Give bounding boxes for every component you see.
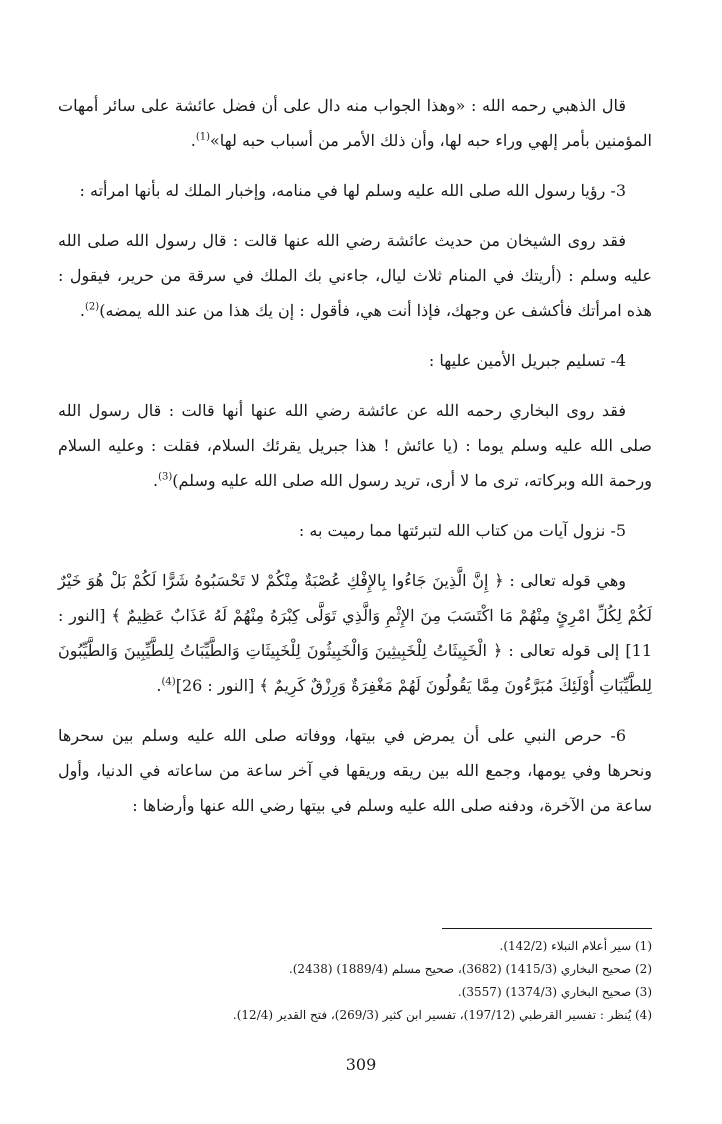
- footnote-ref-3[interactable]: (3): [158, 471, 173, 483]
- paragraph-text: وهي قوله تعالى : ﴿ إِنَّ الَّذِينَ جَاءُوا بِالإِفْكِ عُصْبَةٌ مِنْكُمْ لا تَحْسَبُوهُ شَرًّا لَكُمْ بَلْ هُوَ خَيْرٌ لَكُمْ لِكُلِّ امْرِئٍ مِنْهُمْ مَا اكْتَسَبَ مِنَ الإِثْمِ وَالَّذِي تَوَلَّى كِبْرَهُ مِنْهُمْ لَهُ عَذَابٌ عَظِيمٌ ﴾ [النور : 11] إلى قوله تعالى : ﴿ الْخَبِيثَاتُ لِلْخَبِيثِينَ وَالْخَبِيثُونَ لِلْخَبِيثَاتِ وَالطَّيِّبَاتُ لِلطَّيِّبِينَ وَالطَّيِّبُونَ لِلطَّيِّبَاتِ أُوْلَئِكَ مُبَرَّءُونَ مِمَّا يَقُولُونَ لَهُمْ مَغْفِرَةٌ وَرِزْقٌ كَرِيمٌ ﴾ [النور : 26]: [58, 571, 653, 695]
- paragraph-text: 3- رؤيا رسول الله صلى الله عليه وسلم لها في منامه، وإخبار الملك له بأنها امرأته :: [79, 181, 626, 200]
- paragraph-quran-verses: [58, 563, 652, 703]
- heading-point-5: [58, 513, 652, 548]
- paragraph-text: فقد روى البخاري رحمه الله عن عائشة رضي الله عنها أنها قالت : قال رسول الله صلى الله عليه وسلم يوما : (يا عائش ! هذا جبريل يقرئك السلام، فقلت : وعليه السلام ورحمة الله وبركاته، ترى ما لا أرى، تريد رسول الله صلى الله عليه وسلم): [58, 401, 652, 490]
- heading-point-6: [58, 718, 652, 823]
- footnote-ref-2[interactable]: (2): [85, 301, 100, 313]
- heading-point-3: [58, 173, 652, 208]
- paragraph-tail: .: [190, 131, 196, 150]
- footnote-ref-1[interactable]: (1): [195, 131, 210, 143]
- footnote-1: (1) سير أعلام النبلاء (142/2).: [499, 939, 652, 953]
- footnote-2: (2) صحيح البخاري (1415/3) (3682)، صحيح مسلم (1889/4) (2438).: [288, 962, 652, 976]
- paragraph-jibril-hadith: [58, 393, 652, 498]
- paragraph-text: فقد روى الشيخان من حديث عائشة رضي الله عنها قالت : قال رسول الله صلى الله عليه وسلم : (أريتك في المنام ثلاث ليال، جاءني بك الملك في سرقة من حرير، فيقول : هذه امرأتك فأكشف عن وجهك، فإذا أنت هي، فأقول : إن يك هذا من عند الله يمضه): [58, 231, 652, 320]
- paragraph-text: قال الذهبي رحمه الله : «وهذا الجواب منه دال على أن فضل عائشة على سائر أمهات المؤمنين بأمر إلهي وراء حبه لها، وأن ذلك الأمر من أسباب حبه لها»: [58, 96, 652, 150]
- footnote-4: (4) يُنظر : تفسير القرطبي (197/12)، تفسير ابن كثير (269/3)، فتح القدير (12/4).: [232, 1008, 652, 1022]
- footnote-3: (3) صحيح البخاري (1374/3) (3557).: [457, 985, 652, 999]
- paragraph-tail: .: [79, 301, 86, 320]
- paragraph-text: 6- حرص النبي على أن يمرض في بيتها، ووفاته صلى الله عليه وسلم بين سحرها ونحرها وفي يومها، وجمع الله بين ريقه وريقها في آخر ساعة من ساعاته في الدنيا، وأول ساعة من الآخرة، ودفنه صلى الله عليه وسلم في بيتها رضي الله عنها وأرضاها :: [58, 726, 652, 815]
- footnote-ref-4[interactable]: (4): [161, 676, 176, 688]
- footnotes-section: [58, 928, 652, 1027]
- footnote-divider: [442, 928, 652, 929]
- body-text: [58, 88, 652, 838]
- paragraph-tail: .: [152, 471, 159, 490]
- paragraph-tail: .: [156, 676, 162, 695]
- heading-point-4: [58, 343, 652, 378]
- paragraph-dhahabi-quote: [58, 88, 652, 158]
- paragraph-text: 5- نزول آيات من كتاب الله لتبرئتها مما رميت به :: [298, 521, 626, 540]
- paragraph-text: 4- تسليم جبريل الأمين عليها :: [428, 351, 626, 370]
- paragraph-dream-hadith: [58, 223, 652, 328]
- page-number: 309: [345, 1055, 377, 1074]
